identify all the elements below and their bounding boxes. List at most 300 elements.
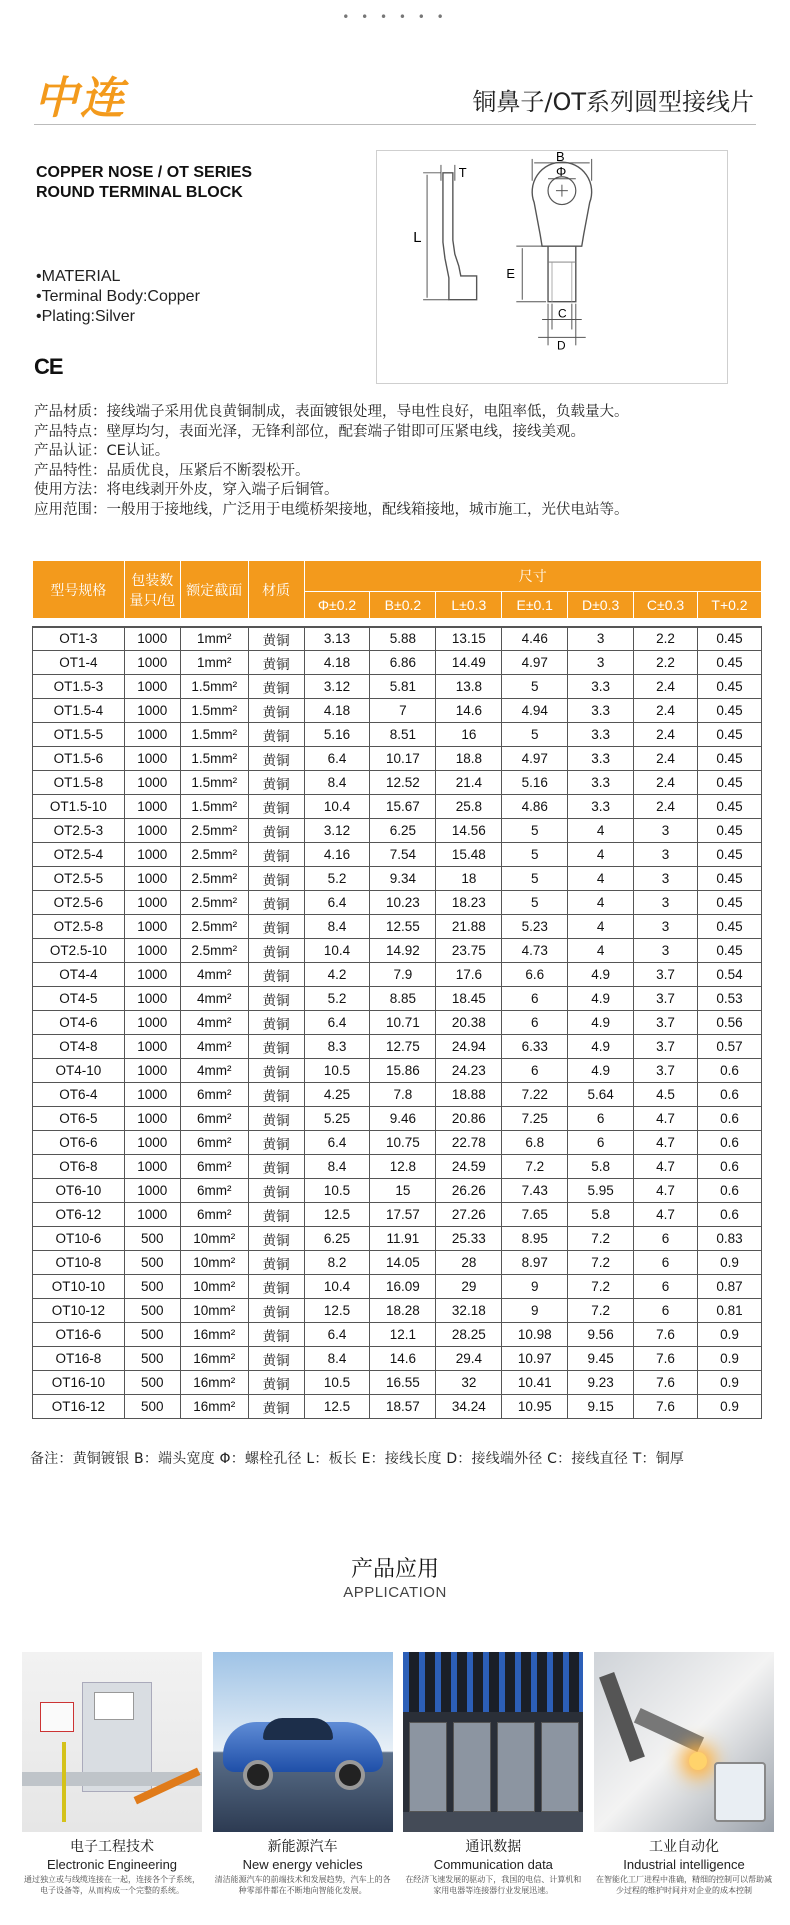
application-subtitle: APPLICATION (343, 1584, 447, 1601)
table-row (33, 1203, 762, 1227)
cell-d: 4 (568, 867, 634, 891)
cell-e: 10.98 (502, 1323, 568, 1347)
cell-t: 0.83 (698, 1227, 762, 1251)
cell-d: 3.3 (568, 723, 634, 747)
header-dim: L±0.3 (436, 592, 502, 619)
header-dim: E±0.1 (502, 592, 568, 619)
cell-d: 6 (568, 1131, 634, 1155)
cell-t: 0.45 (698, 843, 762, 867)
cell-e: 5 (502, 867, 568, 891)
cell-material: 黄铜 (248, 627, 304, 651)
header-dim: C±0.3 (634, 592, 698, 619)
cell-phi: 6.4 (304, 747, 370, 771)
cell-section: 6mm² (180, 1203, 248, 1227)
table-row (33, 1323, 762, 1347)
cell-b: 7.8 (370, 1083, 436, 1107)
app-desc: 在智能化工厂进程中准确，精细的控制可以帮助减少过程的维护时间并对企业的成本控制 (595, 1875, 772, 1895)
cell-c: 3 (634, 819, 698, 843)
cell-d: 4 (568, 819, 634, 843)
cell-section: 4mm² (180, 1035, 248, 1059)
cell-material: 黄铜 (248, 1011, 304, 1035)
cell-model: OT2.5-6 (33, 891, 125, 915)
cell-l: 21.4 (436, 771, 502, 795)
cell-phi: 10.5 (304, 1179, 370, 1203)
cell-c: 6 (634, 1275, 698, 1299)
cell-material: 黄铜 (248, 1395, 304, 1419)
cell-pack: 1000 (124, 843, 180, 867)
cell-l: 13.15 (436, 627, 502, 651)
cell-pack: 500 (124, 1299, 180, 1323)
cell-pack: 1000 (124, 771, 180, 795)
cell-phi: 4.25 (304, 1083, 370, 1107)
table-row (33, 1299, 762, 1323)
cell-l: 23.75 (436, 939, 502, 963)
cell-d: 9.56 (568, 1323, 634, 1347)
cell-d: 9.45 (568, 1347, 634, 1371)
cell-b: 16.55 (370, 1371, 436, 1395)
cell-c: 7.6 (634, 1323, 698, 1347)
cell-model: OT6-5 (33, 1107, 125, 1131)
cell-l: 18.8 (436, 747, 502, 771)
cell-d: 5.8 (568, 1155, 634, 1179)
cell-section: 16mm² (180, 1371, 248, 1395)
product-specs (34, 403, 764, 520)
cell-pack: 1000 (124, 795, 180, 819)
cell-t: 0.45 (698, 675, 762, 699)
cell-t: 0.53 (698, 987, 762, 1011)
cell-t: 0.45 (698, 939, 762, 963)
cell-c: 2.4 (634, 675, 698, 699)
cell-model: OT1.5-6 (33, 747, 125, 771)
material-item: • Plating:Silver (36, 307, 200, 327)
cell-model: OT4-8 (33, 1035, 125, 1059)
spec-value: 壁厚均匀，表面光泽，无锋利部位，配套端子钳即可压紧电线，接线美观。 (106, 423, 585, 440)
cell-material: 黄铜 (248, 1251, 304, 1275)
cell-c: 7.6 (634, 1371, 698, 1395)
cell-d: 3.3 (568, 795, 634, 819)
table-row (33, 627, 762, 651)
spec-key: 使用方法： (34, 482, 107, 498)
cell-phi: 6.4 (304, 1131, 370, 1155)
cell-c: 3 (634, 915, 698, 939)
cell-b: 14.05 (370, 1251, 436, 1275)
cell-t: 0.45 (698, 723, 762, 747)
label-T: T (458, 164, 467, 180)
cell-b: 8.85 (370, 987, 436, 1011)
cell-section: 1.5mm² (180, 771, 248, 795)
cell-section: 2.5mm² (180, 939, 248, 963)
cell-e: 4.73 (502, 939, 568, 963)
table-row (33, 675, 762, 699)
spec-value: 将电线剥开外皮，穿入端子后铜管。 (106, 482, 339, 498)
cell-material: 黄铜 (248, 843, 304, 867)
cell-model: OT4-5 (33, 987, 125, 1011)
cell-material: 黄铜 (248, 987, 304, 1011)
cell-d: 4.9 (568, 1011, 634, 1035)
cell-b: 12.52 (370, 771, 436, 795)
cell-b: 14.92 (370, 939, 436, 963)
cell-b: 14.6 (370, 1347, 436, 1371)
cell-t: 0.87 (698, 1275, 762, 1299)
cell-b: 17.57 (370, 1203, 436, 1227)
cell-phi: 10.4 (304, 1275, 370, 1299)
cell-section: 6mm² (180, 1083, 248, 1107)
cell-model: OT1.5-8 (33, 771, 125, 795)
cell-d: 4.9 (568, 1035, 634, 1059)
cell-phi: 4.16 (304, 843, 370, 867)
cell-model: OT16-12 (33, 1395, 125, 1419)
cell-t: 0.45 (698, 915, 762, 939)
cell-c: 4.5 (634, 1083, 698, 1107)
robot-image (594, 1652, 774, 1832)
cell-t: 0.57 (698, 1035, 762, 1059)
cell-c: 4.7 (634, 1155, 698, 1179)
cell-b: 16.09 (370, 1275, 436, 1299)
cell-t: 0.6 (698, 1131, 762, 1155)
cell-l: 21.88 (436, 915, 502, 939)
cell-pack: 1000 (124, 867, 180, 891)
cell-model: OT1.5-3 (33, 675, 125, 699)
cell-t: 0.6 (698, 1107, 762, 1131)
cell-d: 3.3 (568, 675, 634, 699)
cell-model: OT2.5-4 (33, 843, 125, 867)
cell-b: 18.28 (370, 1299, 436, 1323)
cell-b: 12.8 (370, 1155, 436, 1179)
table-row (33, 1275, 762, 1299)
cell-phi: 6.4 (304, 891, 370, 915)
cell-section: 1.5mm² (180, 675, 248, 699)
cell-e: 5 (502, 819, 568, 843)
table-row (33, 1227, 762, 1251)
cell-pack: 1000 (124, 1035, 180, 1059)
cell-material: 黄铜 (248, 651, 304, 675)
label-C: C (557, 306, 567, 321)
cell-pack: 1000 (124, 819, 180, 843)
material-item: • MATERIAL (36, 267, 200, 287)
cell-l: 29 (436, 1275, 502, 1299)
cell-c: 4.7 (634, 1131, 698, 1155)
cell-d: 7.2 (568, 1227, 634, 1251)
cell-pack: 1000 (124, 1203, 180, 1227)
cell-e: 10.97 (502, 1347, 568, 1371)
cell-l: 34.24 (436, 1395, 502, 1419)
cell-model: OT16-8 (33, 1347, 125, 1371)
table-row (33, 1395, 762, 1419)
cell-section: 4mm² (180, 1011, 248, 1035)
cell-l: 27.26 (436, 1203, 502, 1227)
cell-pack: 500 (124, 1251, 180, 1275)
cell-phi: 10.4 (304, 795, 370, 819)
cell-material: 黄铜 (248, 1347, 304, 1371)
cell-l: 24.23 (436, 1059, 502, 1083)
app-card-electronics (22, 1652, 202, 1896)
cell-pack: 500 (124, 1347, 180, 1371)
cell-phi: 4.2 (304, 963, 370, 987)
material-item: • Terminal Body:Copper (36, 287, 200, 307)
cell-l: 18.23 (436, 891, 502, 915)
cell-b: 12.1 (370, 1323, 436, 1347)
cell-model: OT2.5-3 (33, 819, 125, 843)
cell-c: 7.6 (634, 1347, 698, 1371)
table-row (33, 843, 762, 867)
material-list (36, 267, 200, 327)
cell-t: 0.9 (698, 1347, 762, 1371)
label-L: L (413, 230, 422, 247)
cell-model: OT2.5-10 (33, 939, 125, 963)
cell-phi: 12.5 (304, 1299, 370, 1323)
cell-section: 2.5mm² (180, 891, 248, 915)
label-E: E (506, 265, 515, 281)
cell-b: 6.86 (370, 651, 436, 675)
cell-b: 10.23 (370, 891, 436, 915)
cell-material: 黄铜 (248, 1227, 304, 1251)
cell-model: OT16-6 (33, 1323, 125, 1347)
cell-pack: 1000 (124, 987, 180, 1011)
cell-b: 11.91 (370, 1227, 436, 1251)
cell-e: 4.94 (502, 699, 568, 723)
cell-material: 黄铜 (248, 771, 304, 795)
cell-d: 4.9 (568, 987, 634, 1011)
cell-l: 16 (436, 723, 502, 747)
cell-pack: 1000 (124, 891, 180, 915)
cell-e: 7.22 (502, 1083, 568, 1107)
table-row (33, 1131, 762, 1155)
cell-t: 0.45 (698, 891, 762, 915)
cell-model: OT10-8 (33, 1251, 125, 1275)
cell-c: 2.4 (634, 699, 698, 723)
cell-b: 5.81 (370, 675, 436, 699)
spec-row (34, 481, 764, 501)
title-divider (34, 124, 756, 125)
cell-t: 0.45 (698, 795, 762, 819)
cell-material: 黄铜 (248, 1155, 304, 1179)
cell-section: 2.5mm² (180, 915, 248, 939)
table-row (33, 1251, 762, 1275)
cell-phi: 8.4 (304, 1155, 370, 1179)
cell-d: 9.15 (568, 1395, 634, 1419)
table-row (33, 1347, 762, 1371)
cell-phi: 5.25 (304, 1107, 370, 1131)
cell-c: 3.7 (634, 1035, 698, 1059)
cell-e: 7.65 (502, 1203, 568, 1227)
app-en: Communication data (433, 1857, 553, 1872)
cell-t: 0.6 (698, 1203, 762, 1227)
cell-d: 3.3 (568, 771, 634, 795)
spec-row (34, 462, 764, 482)
table-row (33, 747, 762, 771)
cell-section: 10mm² (180, 1299, 248, 1323)
cell-section: 1.5mm² (180, 795, 248, 819)
cell-b: 6.25 (370, 819, 436, 843)
header-size: 尺寸 (304, 561, 761, 592)
cell-t: 0.56 (698, 1011, 762, 1035)
app-en: Electronic Engineering (46, 1857, 178, 1872)
cell-l: 14.49 (436, 651, 502, 675)
cell-l: 29.4 (436, 1347, 502, 1371)
cell-d: 7.2 (568, 1299, 634, 1323)
cell-pack: 1000 (124, 1155, 180, 1179)
cell-section: 2.5mm² (180, 819, 248, 843)
cell-phi: 8.2 (304, 1251, 370, 1275)
cell-material: 黄铜 (248, 1275, 304, 1299)
cell-e: 10.41 (502, 1371, 568, 1395)
cell-section: 4mm² (180, 987, 248, 1011)
cell-section: 16mm² (180, 1347, 248, 1371)
cell-model: OT1.5-4 (33, 699, 125, 723)
cell-e: 4.46 (502, 627, 568, 651)
cell-t: 0.9 (698, 1251, 762, 1275)
cell-material: 黄铜 (248, 963, 304, 987)
app-name: 新能源汽车 (267, 1839, 338, 1855)
cell-model: OT1.5-10 (33, 795, 125, 819)
app-en: Industrial intelligence (623, 1857, 745, 1872)
cell-d: 9.23 (568, 1371, 634, 1395)
cell-e: 5 (502, 891, 568, 915)
cell-e: 8.95 (502, 1227, 568, 1251)
cell-d: 5.95 (568, 1179, 634, 1203)
cell-c: 2.4 (634, 795, 698, 819)
cell-b: 10.17 (370, 747, 436, 771)
cell-phi: 8.4 (304, 915, 370, 939)
spec-key: 产品材质： (34, 404, 107, 420)
cell-phi: 4.18 (304, 699, 370, 723)
cell-b: 15.86 (370, 1059, 436, 1083)
english-title: COPPER NOSE / OT SERIES ROUND TERMINAL BLOCK (36, 164, 253, 201)
app-desc: 清洁能源汽车的前端技术和发展趋势，汽车上的各种零部件都在不断地向智能化发展。 (214, 1875, 391, 1895)
cell-section: 10mm² (180, 1227, 248, 1251)
cell-material: 黄铜 (248, 1107, 304, 1131)
cell-t: 0.45 (698, 771, 762, 795)
cell-material: 黄铜 (248, 1203, 304, 1227)
cell-section: 16mm² (180, 1323, 248, 1347)
cell-b: 12.75 (370, 1035, 436, 1059)
table-row (33, 771, 762, 795)
cell-c: 3 (634, 867, 698, 891)
cell-e: 5 (502, 723, 568, 747)
cell-l: 28.25 (436, 1323, 502, 1347)
spec-value: CE认证。 (106, 443, 170, 459)
cell-phi: 6.4 (304, 1323, 370, 1347)
dimension-table (32, 560, 762, 1419)
cell-e: 5 (502, 843, 568, 867)
cell-material: 黄铜 (248, 1035, 304, 1059)
cell-b: 18.57 (370, 1395, 436, 1419)
cell-section: 1mm² (180, 627, 248, 651)
cell-pack: 1000 (124, 723, 180, 747)
cell-material: 黄铜 (248, 747, 304, 771)
cell-l: 28 (436, 1251, 502, 1275)
cell-l: 14.56 (436, 819, 502, 843)
app-desc: 通过独立或与线缆连接在一起，连接各个子系统，电子设备等，从而构成一个完整的系统。 (24, 1875, 200, 1895)
cell-d: 4 (568, 939, 634, 963)
cell-section: 1mm² (180, 651, 248, 675)
cell-e: 5.16 (502, 771, 568, 795)
cell-model: OT6-8 (33, 1155, 125, 1179)
application-title: 产品应用 (350, 1557, 439, 1582)
cell-phi: 3.12 (304, 675, 370, 699)
table-row (33, 915, 762, 939)
cell-pack: 500 (124, 1395, 180, 1419)
cell-section: 6mm² (180, 1131, 248, 1155)
cell-l: 24.94 (436, 1035, 502, 1059)
cell-c: 3 (634, 939, 698, 963)
cell-l: 25.33 (436, 1227, 502, 1251)
cell-model: OT10-6 (33, 1227, 125, 1251)
cell-l: 22.78 (436, 1131, 502, 1155)
cell-pack: 500 (124, 1275, 180, 1299)
cell-d: 5.8 (568, 1203, 634, 1227)
cell-material: 黄铜 (248, 1299, 304, 1323)
cell-phi: 3.12 (304, 819, 370, 843)
cell-d: 3.3 (568, 699, 634, 723)
cell-t: 0.6 (698, 1179, 762, 1203)
cell-section: 4mm² (180, 963, 248, 987)
cell-phi: 5.2 (304, 987, 370, 1011)
cell-pack: 500 (124, 1371, 180, 1395)
cell-b: 10.75 (370, 1131, 436, 1155)
cell-b: 7.9 (370, 963, 436, 987)
cell-c: 4.7 (634, 1179, 698, 1203)
cell-c: 3 (634, 843, 698, 867)
label-B: B (555, 151, 565, 164)
label-phi: Φ (555, 163, 567, 179)
cell-e: 7.43 (502, 1179, 568, 1203)
cell-e: 5 (502, 675, 568, 699)
cell-c: 2.2 (634, 651, 698, 675)
cell-pack: 1000 (124, 1131, 180, 1155)
header-model: 型号规格 (33, 561, 125, 619)
cell-c: 3 (634, 891, 698, 915)
app-name: 电子工程技术 (70, 1839, 154, 1855)
cell-pack: 1000 (124, 627, 180, 651)
brand-logo: 中连 (34, 73, 126, 124)
cell-l: 26.26 (436, 1179, 502, 1203)
cell-d: 3 (568, 651, 634, 675)
table-row (33, 1155, 762, 1179)
cell-pack: 1000 (124, 1179, 180, 1203)
cell-e: 4.97 (502, 747, 568, 771)
cell-pack: 500 (124, 1323, 180, 1347)
cell-b: 5.88 (370, 627, 436, 651)
spec-value: 一般用于接地线，广泛用于电缆桥架接地，配线箱接地，城市施工，光伏电站等。 (106, 501, 629, 518)
cell-phi: 4.18 (304, 651, 370, 675)
table-row (33, 1059, 762, 1083)
cell-material: 黄铜 (248, 795, 304, 819)
table-row (33, 891, 762, 915)
cell-e: 9 (502, 1299, 568, 1323)
app-name: 通讯数据 (465, 1839, 522, 1855)
cell-phi: 8.3 (304, 1035, 370, 1059)
cell-c: 2.4 (634, 771, 698, 795)
header-dim: B±0.2 (370, 592, 436, 619)
cell-phi: 6.25 (304, 1227, 370, 1251)
cell-c: 6 (634, 1251, 698, 1275)
cell-b: 15 (370, 1179, 436, 1203)
cell-l: 20.38 (436, 1011, 502, 1035)
cell-section: 1.5mm² (180, 723, 248, 747)
cell-pack: 1000 (124, 1059, 180, 1083)
app-name: 工业自动化 (648, 1839, 719, 1855)
cell-model: OT1.5-5 (33, 723, 125, 747)
cell-l: 32 (436, 1371, 502, 1395)
cell-phi: 10.4 (304, 939, 370, 963)
cell-section: 10mm² (180, 1251, 248, 1275)
cell-c: 6 (634, 1227, 698, 1251)
cell-e: 7.25 (502, 1107, 568, 1131)
cell-pack: 1000 (124, 747, 180, 771)
cell-c: 3.7 (634, 987, 698, 1011)
cell-model: OT6-12 (33, 1203, 125, 1227)
